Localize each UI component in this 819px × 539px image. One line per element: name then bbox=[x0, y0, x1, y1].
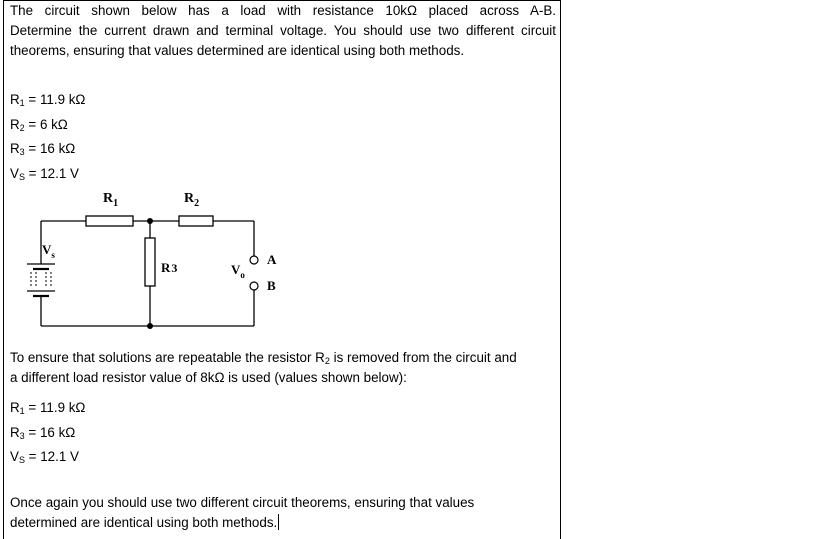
label-vs: $V_s$ bbox=[42, 242, 55, 260]
closing-paragraph[interactable] bbox=[10, 493, 556, 533]
label-b: B bbox=[267, 278, 276, 293]
value2-r3: $R_3 = 16$ kΩ bbox=[10, 424, 76, 441]
second-line-1: To ensure that solutions are repeatable the resistor $R_2$ is removed from the circuit and bbox=[10, 350, 517, 366]
node-bottom bbox=[147, 323, 153, 329]
second-line-2: a different load resistor value of 8kΩ is used (values shown below): bbox=[10, 370, 407, 385]
intro-line-3: theorems, ensuring that values determined are identical using both methods. bbox=[10, 43, 465, 58]
value2-vs: $V_S = 12.1$ V bbox=[10, 449, 79, 465]
value-r2: $R_2 = 6$ kΩ bbox=[10, 116, 68, 133]
first-values-list bbox=[10, 88, 85, 186]
intro-line-2: Determine the current drawn and terminal voltage. You should use two different circuit bbox=[10, 23, 556, 38]
resistor-r3 bbox=[145, 238, 155, 286]
battery-vs bbox=[27, 264, 55, 296]
closing-line-2: determined are identical using both methods. bbox=[10, 515, 278, 530]
resistor-r1 bbox=[86, 216, 133, 226]
second-values-list bbox=[10, 396, 85, 470]
label-a: A bbox=[267, 252, 277, 267]
closing-line-1: Once again you should use two different circuit theorems, ensuring that values bbox=[10, 495, 475, 510]
value-vs: $V_S = 12.1$ V bbox=[10, 165, 79, 182]
text-caret bbox=[278, 514, 279, 530]
label-r1: $R_1$ bbox=[103, 191, 119, 209]
label-vo: $V_o$ bbox=[231, 262, 245, 280]
node-top bbox=[147, 218, 153, 224]
value-r1: $R_1 = 11.9$ kΩ bbox=[10, 92, 86, 108]
circuit-diagram bbox=[22, 186, 302, 336]
terminal-b bbox=[250, 282, 258, 290]
value2-r1: $R_1 = 11.9$ kΩ bbox=[10, 400, 86, 416]
intro-line-1: The circuit shown below has a load with resistance 10kΩ placed across A-B. bbox=[10, 3, 556, 18]
label-r2: $R_2$ bbox=[184, 191, 200, 209]
label-r3: R3 bbox=[161, 260, 178, 275]
intro-paragraph bbox=[10, 1, 556, 61]
resistor-r2 bbox=[179, 216, 213, 226]
second-paragraph bbox=[10, 348, 556, 388]
value-r3: $R_3 = 16$ kΩ bbox=[10, 141, 76, 157]
terminal-a bbox=[250, 256, 258, 264]
